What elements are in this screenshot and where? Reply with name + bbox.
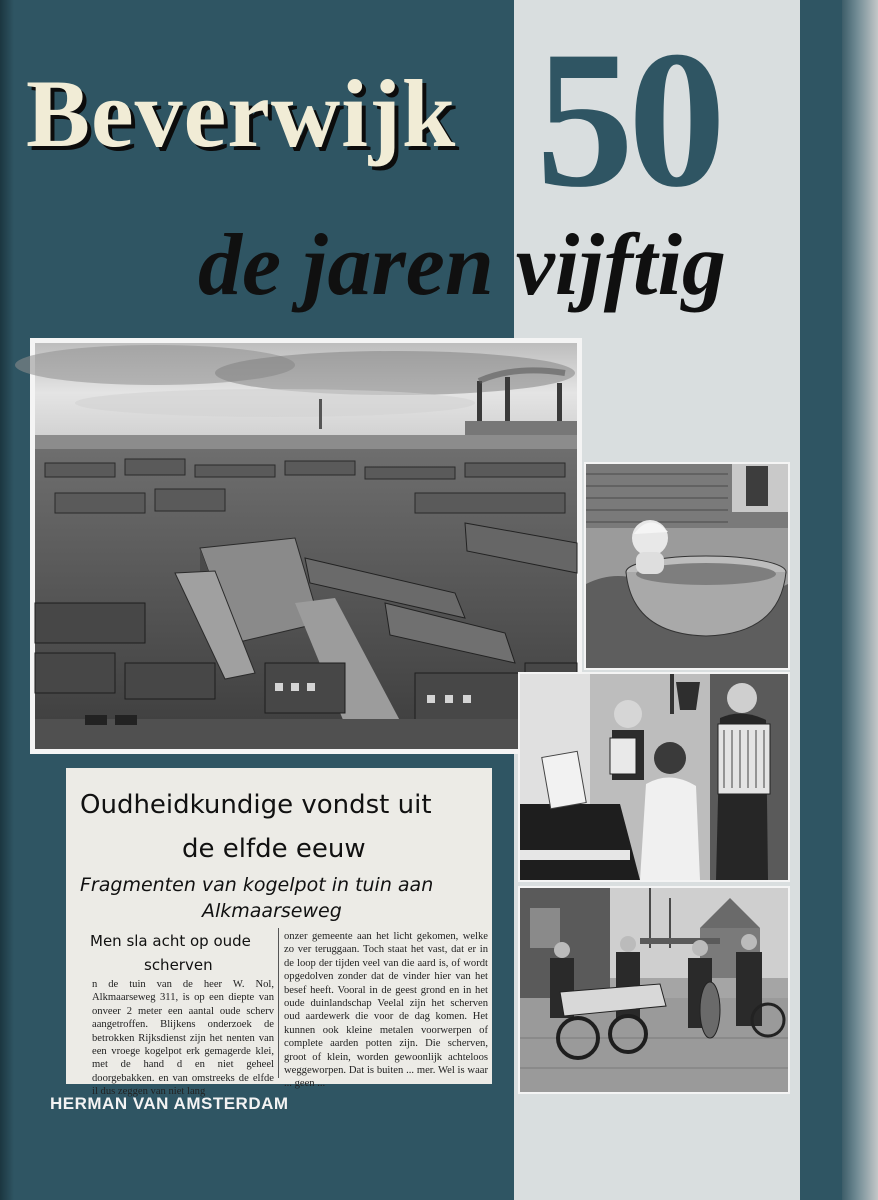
clipping-column2-text: onzer gemeente aan het licht gekomen, welke zo ver teruggaan. Toch staat het vast, dat er in de loop der tijden veel van die aard is, of wordt opgedolven zonder dat de vinder hier van het besef heeft. Vooral in de geest grond en in het oude duinlandschap Veelal zijn het scherven oud aardewerk die voor de dag komen. Het kunnen ook kleine metalen voorwerpen of complete aarden potten zijn. Die scherven, groot of klein, worden gewoonlijk achteloos weggeworpen. Dat is buiten ... mer. Wel is waar ... geen ...	[284, 931, 488, 1090]
clipping-subhead-line1: Fragmenten van kogelpot in tuin aan	[80, 874, 434, 896]
aerial-town-photo	[30, 338, 582, 754]
clipping-column1-head-line1: Men sla acht op oude	[90, 932, 251, 950]
clipping-column1-head-line2: scherven	[144, 956, 213, 974]
book-page-edge	[842, 0, 878, 1200]
aerial-town-illustration	[35, 343, 577, 749]
musicians-photo	[518, 672, 790, 882]
newspaper-clipping	[66, 768, 492, 1098]
clipping-headline-line2: de elfde eeuw	[182, 834, 366, 864]
musicians-illustration	[520, 674, 788, 880]
clipping-column1-text: n de tuin van de heer W. Nol, Alkmaarseweg 311, is op een diepte van onveer 2 meter een aantal oude scherv aangetroffen. Blijkens onderzoek de betrokken Rijksdienst zijn het nenten van een vroege kogelpot erk gemagerde klei, met de hand d en niet geheel doorgebakken. en van omstreeks de elfde il dus zeggen van niet lang	[92, 979, 274, 1098]
spine-shadow	[0, 0, 14, 1200]
cover-title: Beverwijk	[26, 60, 457, 167]
right-strip	[800, 0, 842, 1200]
child-washtub-illustration	[586, 464, 788, 668]
column-rule	[278, 928, 279, 1078]
street-scene-photo	[518, 886, 790, 1094]
clipping-subhead-line2: Alkmaarseweg	[202, 900, 342, 922]
child-in-washtub-photo	[584, 462, 790, 670]
street-scene-illustration	[520, 888, 788, 1092]
author-name: HERMAN VAN AMSTERDAM	[50, 1094, 289, 1113]
clipping-headline-line1: Oudheidkundige vondst uit	[80, 790, 432, 820]
cover-subtitle: de jaren vijftig	[198, 217, 726, 314]
cover-number: 50	[536, 11, 720, 228]
